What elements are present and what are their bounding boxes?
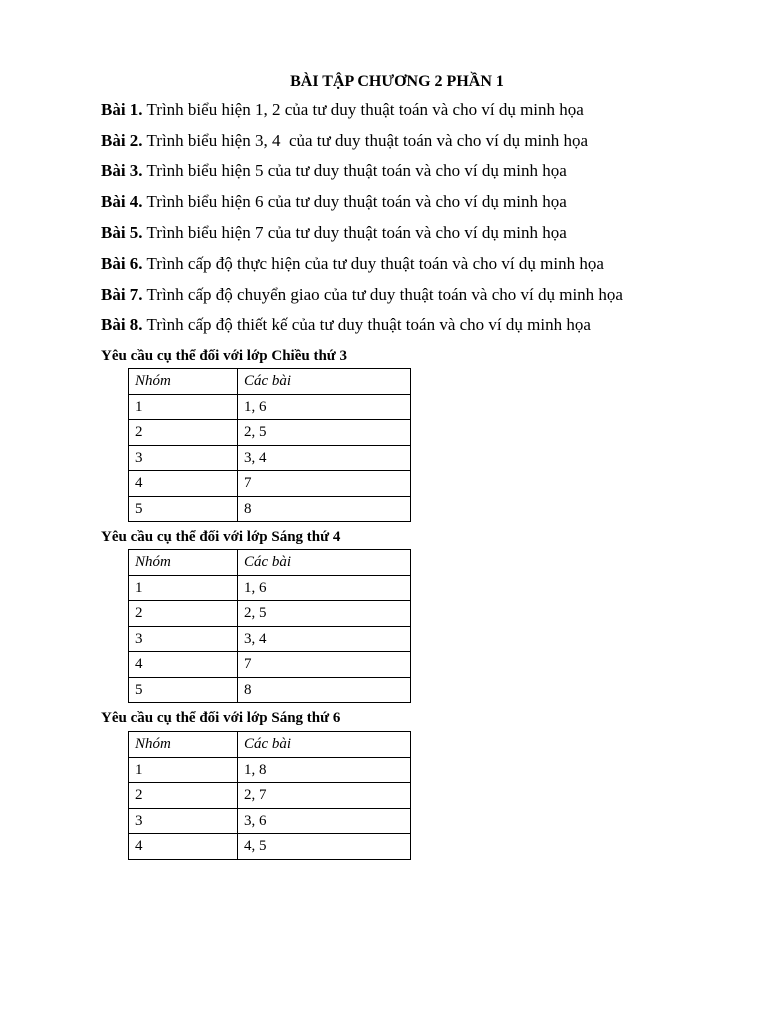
exercises-cell: 3, 4 — [238, 626, 411, 652]
table-row — [129, 471, 411, 497]
exercises-cell: 7 — [238, 652, 411, 678]
column-header-group: Nhóm — [129, 732, 238, 758]
group-number-cell: 3 — [129, 445, 238, 471]
table-row — [129, 496, 411, 522]
section-heading-chieu-thu-3: Yêu cầu cụ thể đối với lớp Chiều thứ 3 — [101, 348, 348, 364]
group-number-cell: 2 — [129, 601, 238, 627]
group-number-cell: 5 — [129, 677, 238, 703]
group-number-cell: 2 — [129, 783, 238, 809]
exercise-5 — [101, 222, 567, 244]
exercise-1 — [101, 99, 584, 121]
group-table-chieu-thu-3 — [128, 368, 411, 522]
exercises-cell: 7 — [238, 471, 411, 497]
group-number-cell: 4 — [129, 471, 238, 497]
section-heading-sang-thu-4: Yêu cầu cụ thể đối với lớp Sáng thứ 4 — [101, 529, 341, 545]
exercise-label: Bài 2. — [101, 131, 143, 150]
exercise-label: Bài 3. — [101, 161, 143, 180]
exercise-6 — [101, 253, 604, 275]
exercise-text: Trình biểu hiện 1, 2 của tư duy thuật toán và cho ví dụ minh họa — [142, 100, 584, 119]
exercise-label: Bài 6. — [101, 254, 143, 273]
table-row — [129, 808, 411, 834]
group-number-cell: 2 — [129, 420, 238, 446]
table-row — [129, 757, 411, 783]
group-number-cell: 1 — [129, 394, 238, 420]
exercises-cell: 1, 6 — [238, 575, 411, 601]
exercise-label: Bài 1. — [101, 100, 143, 119]
group-number-cell: 3 — [129, 808, 238, 834]
exercise-text: Trình cấp độ thực hiện của tư duy thuật toán và cho ví dụ minh họa — [142, 254, 604, 273]
exercises-cell: 8 — [238, 496, 411, 522]
table-row — [129, 420, 411, 446]
section-heading-sang-thu-6: Yêu cầu cụ thể đối với lớp Sáng thứ 6 — [101, 710, 341, 726]
table-row — [129, 652, 411, 678]
document-title: BÀI TẬP CHƯƠNG 2 PHẦN 1 — [290, 73, 504, 90]
group-number-cell: 1 — [129, 575, 238, 601]
table-row — [129, 394, 411, 420]
group-table-sang-thu-4 — [128, 549, 411, 703]
exercises-cell: 2, 5 — [238, 420, 411, 446]
group-number-cell: 3 — [129, 626, 238, 652]
table-header-row — [129, 369, 411, 395]
table-header-row — [129, 732, 411, 758]
exercise-2 — [101, 130, 588, 152]
exercises-cell: 1, 6 — [238, 394, 411, 420]
exercise-7 — [101, 284, 623, 306]
table-row — [129, 834, 411, 860]
exercise-text: Trình cấp độ chuyển giao của tư duy thuật toán và cho ví dụ minh họa — [142, 285, 623, 304]
group-number-cell: 5 — [129, 496, 238, 522]
group-number-cell: 4 — [129, 652, 238, 678]
exercises-cell: 8 — [238, 677, 411, 703]
column-header-group: Nhóm — [129, 369, 238, 395]
exercise-label: Bài 4. — [101, 192, 143, 211]
table-row — [129, 445, 411, 471]
table-row — [129, 626, 411, 652]
table-row — [129, 575, 411, 601]
exercise-text: Trình biểu hiện 3, 4 của tư duy thuật toán và cho ví dụ minh họa — [142, 131, 589, 150]
group-table-sang-thu-6 — [128, 731, 411, 860]
table-row — [129, 783, 411, 809]
exercise-text: Trình biểu hiện 7 của tư duy thuật toán và cho ví dụ minh họa — [142, 223, 567, 242]
column-header-exercises: Các bài — [238, 550, 411, 576]
group-number-cell: 1 — [129, 757, 238, 783]
exercise-text: Trình biểu hiện 5 của tư duy thuật toán và cho ví dụ minh họa — [142, 161, 567, 180]
exercises-cell: 2, 7 — [238, 783, 411, 809]
group-number-cell: 4 — [129, 834, 238, 860]
exercise-label: Bài 5. — [101, 223, 143, 242]
exercises-cell: 3, 4 — [238, 445, 411, 471]
column-header-exercises: Các bài — [238, 369, 411, 395]
column-header-exercises: Các bài — [238, 732, 411, 758]
exercises-cell: 2, 5 — [238, 601, 411, 627]
table-header-row — [129, 550, 411, 576]
column-header-group: Nhóm — [129, 550, 238, 576]
exercise-text: Trình cấp độ thiết kế của tư duy thuật toán và cho ví dụ minh họa — [142, 315, 591, 334]
exercise-3 — [101, 160, 567, 182]
exercise-text: Trình biểu hiện 6 của tư duy thuật toán và cho ví dụ minh họa — [142, 192, 567, 211]
exercises-cell: 3, 6 — [238, 808, 411, 834]
table-row — [129, 677, 411, 703]
table-row — [129, 601, 411, 627]
exercise-label: Bài 8. — [101, 315, 143, 334]
exercise-4 — [101, 191, 567, 213]
exercises-cell: 1, 8 — [238, 757, 411, 783]
exercises-cell: 4, 5 — [238, 834, 411, 860]
exercise-8 — [101, 314, 591, 336]
exercise-label: Bài 7. — [101, 285, 143, 304]
